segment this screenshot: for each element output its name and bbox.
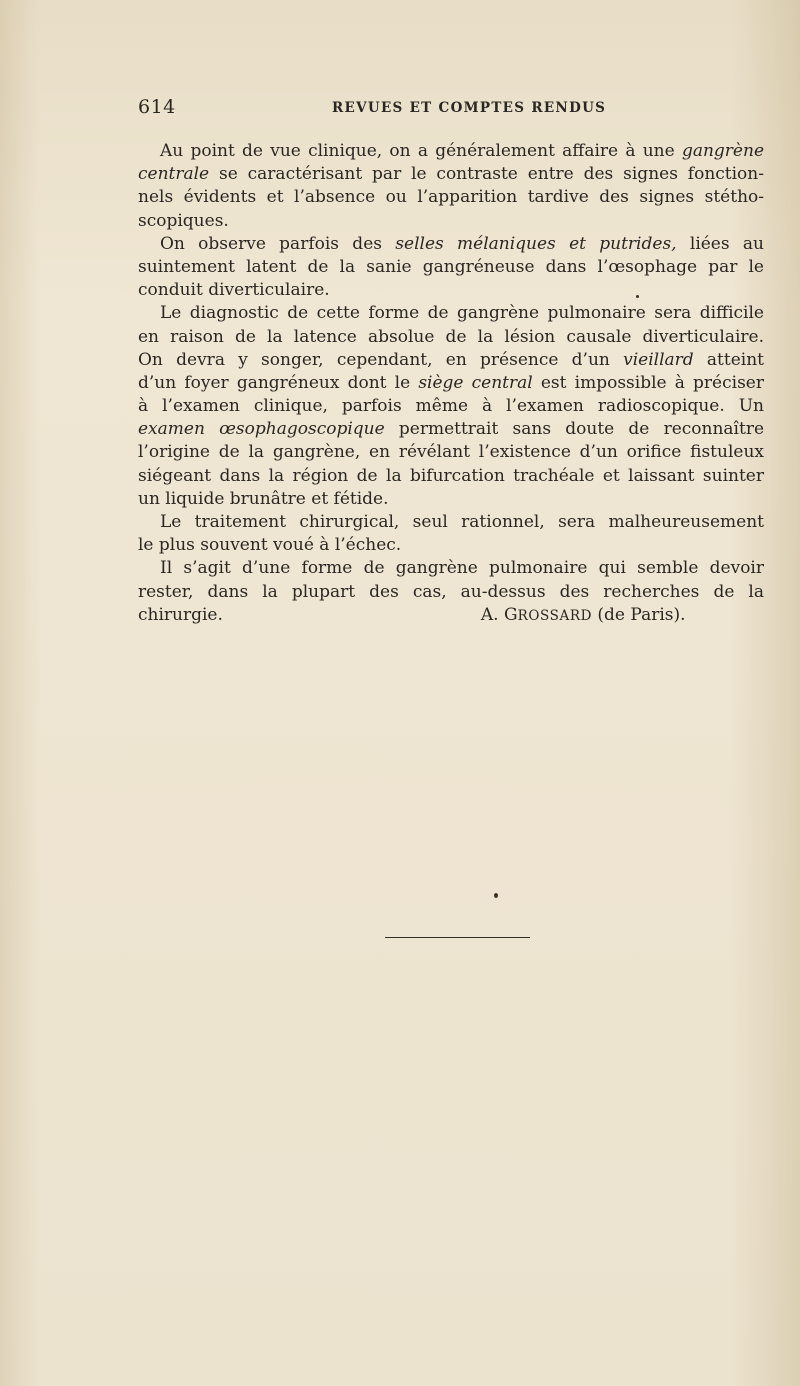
text-run: conduit diverticulaire. [138, 280, 330, 301]
text-line [138, 210, 764, 233]
section-divider-rule [385, 937, 530, 938]
text-run: rester, dans la plupart des cas, au-dessus des recherches de la [138, 581, 764, 602]
text-run: On observe parfois des [160, 233, 396, 254]
italic-text: selles mélaniques et putrides, [395, 233, 677, 254]
running-head: REVUES ET COMPTES RENDUS [332, 100, 607, 116]
text-line [138, 140, 764, 163]
text-line [138, 511, 764, 534]
author-initial: A. G [480, 604, 518, 625]
text-run: Le diagnostic de cette forme de gangrène pulmonaire sera difficile [160, 303, 764, 324]
text-line [138, 186, 764, 209]
text-run: Le traitement chirurgical, seul rationnel, sera malheureusement [160, 512, 764, 532]
text-run: suintement latent de la sanie gangréneuse dans l’œsophage par le [138, 256, 764, 277]
text-line [138, 233, 764, 256]
page-number: 614 [138, 96, 176, 118]
text-run: scopiques. [138, 210, 229, 231]
text-line [138, 372, 764, 395]
text-line [138, 256, 764, 279]
text-run: chirurgie. [138, 604, 223, 625]
text-run: On devra y songer, cependant, en présence d’un [138, 349, 624, 370]
text-run: le plus souvent voué à l’échec. [138, 535, 402, 556]
text-line [138, 302, 764, 325]
text-line [138, 349, 764, 372]
text-run: nels évidents et l’absence ou l’apparition tardive des signes stétho- [138, 187, 764, 208]
author-affiliation: (de Paris). [592, 604, 686, 625]
text-line [138, 488, 764, 511]
ink-speck [494, 893, 498, 898]
italic-text: siège central [418, 372, 533, 393]
text-run: liées au [676, 233, 764, 254]
text-run: siégeant dans la région de la bifurcation trachéale et laissant suinter [138, 465, 764, 486]
text-line [138, 465, 764, 488]
text-run: Au point de vue clinique, on a généralement affaire à une [160, 141, 682, 161]
italic-text: vieillard [623, 349, 694, 370]
text-run: un liquide brunâtre et fétide. [138, 488, 389, 509]
text-line [138, 557, 764, 580]
text-line [138, 326, 764, 349]
italic-text: examen œsophagoscopique [138, 419, 385, 440]
author-signature [481, 604, 686, 628]
text-run: Il s’agit d’une forme de gangrène pulmonaire qui semble devoir [160, 558, 764, 579]
text-run: se caractérisant par le contraste entre des signes fonction- [209, 164, 764, 185]
text-run: est impossible à préciser [532, 372, 764, 393]
text-run: permettrait sans doute de reconnaître [384, 419, 765, 440]
italic-text: centrale [138, 164, 210, 185]
page-header [138, 96, 764, 120]
text-line [138, 441, 764, 464]
text-line [138, 163, 764, 186]
italic-text: gangrène [681, 141, 764, 161]
text-line [138, 581, 764, 604]
text-line [138, 604, 764, 627]
text-run: en raison de la latence absolue de la lésion causale diverticulaire. [138, 326, 764, 347]
text-run: à l’examen clinique, parfois même à l’examen radioscopique. Un [138, 396, 764, 417]
article-body [138, 140, 764, 627]
text-run: d’un foyer gangréneux dont le [138, 372, 419, 393]
text-line [138, 534, 764, 557]
text-run: l’origine de la gangrène, en révélant l’existence d’un orifice fistuleux [138, 442, 764, 463]
text-line [138, 395, 764, 418]
text-line [138, 418, 764, 441]
text-line [138, 279, 764, 302]
text-run: atteint [693, 349, 765, 370]
ink-speck [636, 295, 639, 298]
author-surname: ROSSARD [517, 607, 593, 624]
